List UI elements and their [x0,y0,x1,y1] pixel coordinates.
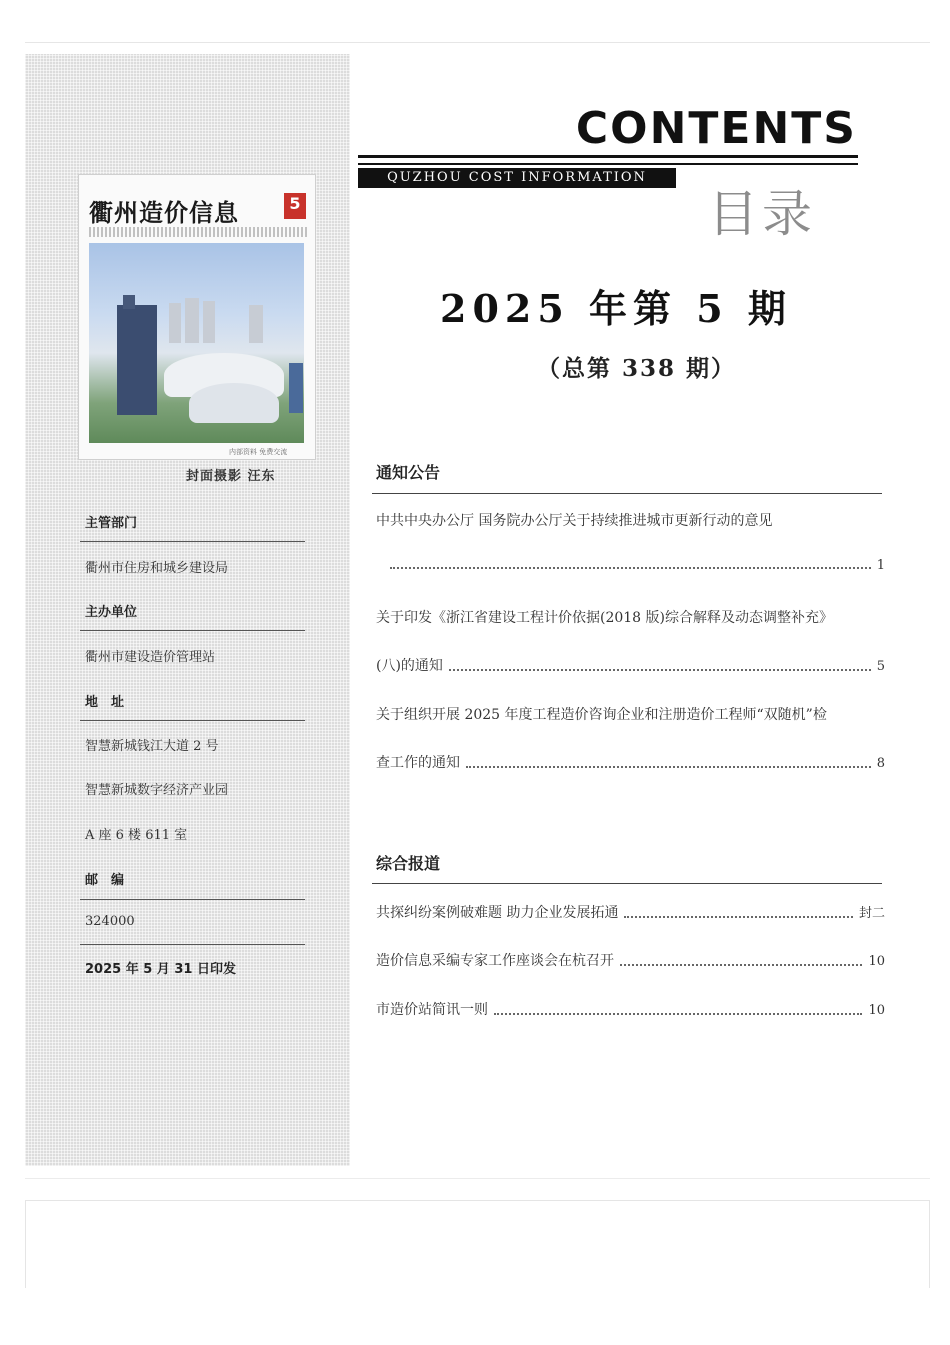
cover-building [289,363,303,413]
cover-title: 衢州造价信息 [89,199,239,227]
address-label: 地 址 [85,695,125,710]
cover-issue-badge: 5 [284,193,306,219]
supervisor-label: 主管部门 [85,516,138,531]
total-issue: （总第 338 期） [537,355,737,382]
toc-item[interactable] [376,950,885,970]
toc-page-number: 1 [876,558,885,573]
next-page-preview [25,1200,930,1288]
toc-item[interactable] [376,999,885,1019]
section-rule [372,493,882,494]
postcode-label: 邮 编 [85,873,125,888]
sponsor-label: 主办单位 [85,605,138,620]
toc-item-title-cont: 查工作的通知 [376,755,460,771]
toc-dot-leader [620,963,862,966]
top-divider [25,42,930,43]
issue-line: 2025 年第 5 期 [440,286,792,331]
toc-item-title[interactable]: 关于印发《浙江省建设工程计价依据(2018 版)综合解释及动态调整补充》 [376,610,834,626]
header-rule-thin [358,163,858,165]
cover-building [185,298,199,343]
toc-item-title[interactable]: 关于组织开展 2025 年度工程造价咨询企业和注册造价工程师“双随机”检 [376,707,827,723]
page-divider [25,1178,930,1179]
toc-dot-leader [390,566,871,569]
supervisor-value: 衢州市住房和城乡建设局 [85,561,229,576]
section-rule [372,883,882,884]
contents-heading: CONTENTS [575,103,857,154]
cover-building [169,303,181,343]
cover-subtitle-lines [89,227,307,237]
toc-item-leader[interactable] [376,655,885,675]
toc-dot-leader [449,668,871,671]
postcode-value: 324000 [85,914,135,929]
toc-item[interactable] [376,902,885,922]
toc-dot-leader [494,1012,862,1015]
cover-tower-top [123,295,135,309]
cover-photo [89,243,304,443]
toc-item-title-cont: (八)的通知 [376,658,443,674]
toc-page-number: 10 [868,1003,885,1018]
toc-item-title[interactable]: 中共中央办公厅 国务院办公厅关于持续推进城市更新行动的意见 [376,513,773,529]
mulu-heading: 目录 [708,185,816,243]
toc-item-title: 造价信息采编专家工作座谈会在杭召开 [376,953,614,969]
sidebar-divider [80,541,305,542]
toc-item-title: 市造价站简讯一则 [376,1002,488,1018]
sidebar-divider [80,720,305,721]
cover-tower [117,305,157,415]
toc-item-leader[interactable] [384,558,885,573]
toc-page-number: 5 [876,659,885,674]
section-title: 综合报道 [376,854,441,873]
toc-page-number: 10 [868,954,885,969]
toc-page-number: 8 [876,756,885,771]
cover-hall [189,383,279,423]
toc-item-title: 共探纠纷案例破难题 助力企业发展拓通 [376,905,619,921]
header-rule [358,155,858,158]
cover-footer-note: 内部资料 免费交流 [229,448,288,456]
toc-item-leader[interactable] [376,752,885,772]
cover-photo-caption: 封面摄影 汪东 [186,469,276,484]
section-title: 通知公告 [376,463,441,482]
toc-dot-leader [624,915,853,918]
cover-building [249,305,263,343]
address-line1: 智慧新城钱江大道 2 号 [85,739,219,754]
sidebar-divider [80,944,305,945]
sidebar-divider [80,630,305,631]
english-name-bar: QUZHOU COST INFORMATION [358,168,676,188]
print-date: 2025 年 5 月 31 日印发 [85,962,236,977]
magazine-cover [78,174,316,460]
toc-dot-leader [466,765,871,768]
sidebar-divider [80,899,305,900]
toc-page-number: 封二 [858,906,885,921]
address-line3: A 座 6 楼 611 室 [85,828,188,843]
cover-building [203,301,215,343]
address-line2: 智慧新城数字经济产业园 [85,783,229,798]
sponsor-value: 衢州市建设造价管理站 [85,650,216,665]
